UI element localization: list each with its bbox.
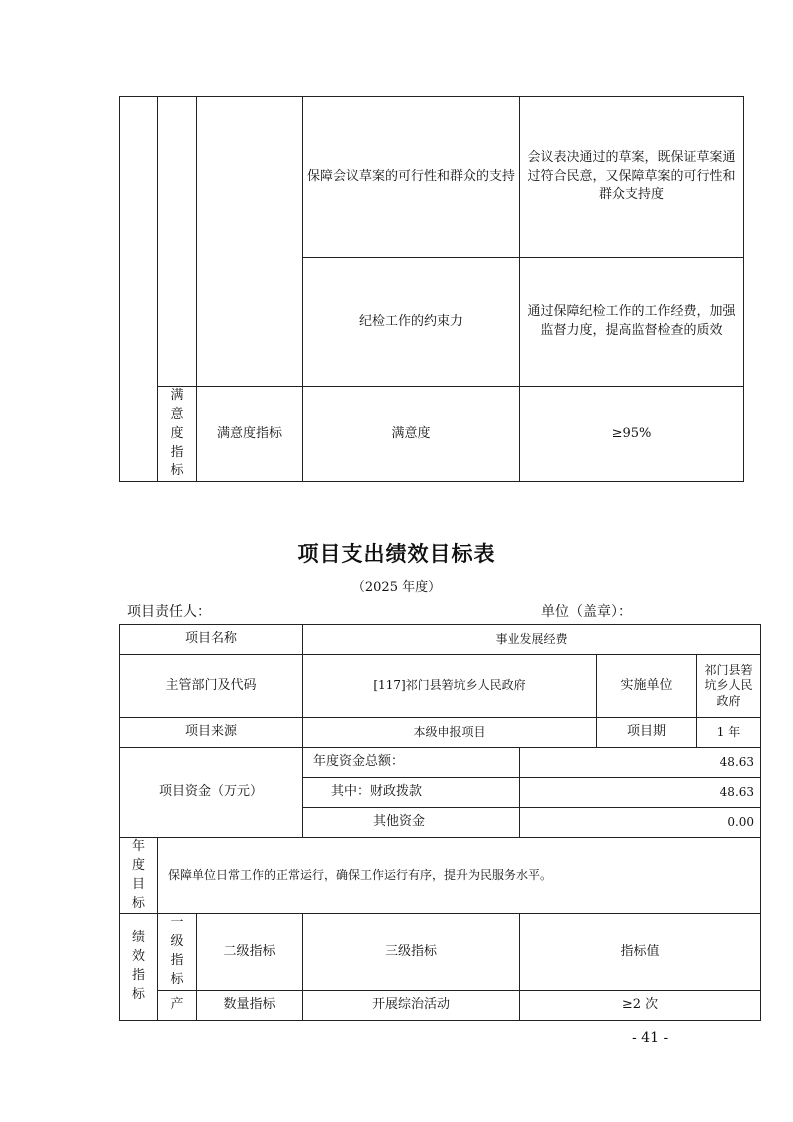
funds-other-value: 0.00 [520,808,761,838]
row-value: ≥2 次 [520,990,761,1020]
funds-total-label: 年度资金总额： [303,748,520,778]
page-number: - 41 - [632,1030,669,1046]
funds-other-label: 其他资金 [303,808,520,838]
level1-header: 一级指标 [158,914,197,990]
dept-label: 主管部门及代码 [120,655,303,718]
dept-value: [117]祁门县箬坑乡人民政府 [303,655,597,718]
top-row3-level1: 满意度指标 [158,387,197,482]
project-name-value: 事业发展经费 [303,625,761,655]
funds-fiscal-label: 其中：财政拨款 [303,778,520,808]
top-row2-level3: 纪检工作的约束力 [303,258,520,387]
responsible-label: 项目责任人： [127,604,211,620]
level2-header: 二级指标 [197,914,303,990]
top-row1-value: 会议表决通过的草案，既保证草案通过符合民意，又保障草案的可行性和群众支持度 [520,97,744,258]
perf-label: 绩效指标 [120,914,158,1020]
top-row3-level3: 满意度 [303,387,520,482]
top-row1-level3: 保障会议草案的可行性和群众的支持 [303,97,520,258]
top-col1-cell [120,97,158,482]
top-col3-cell [197,97,303,387]
funds-label: 项目资金（万元） [120,748,303,838]
funds-total-value: 48.63 [520,748,761,778]
impl-label: 实施单位 [597,655,697,718]
source-label: 项目来源 [120,718,303,748]
top-row2-value: 通过保障纪检工作的工作经费，加强监督力度，提高监督检查的质效 [520,258,744,387]
level3-header: 三级指标 [303,914,520,990]
document-title: 项目支出绩效目标表 [297,541,496,566]
period-label: 项目期 [597,718,697,748]
impl-value: 祁门县箬坑乡人民政府 [697,655,761,718]
performance-target-table [119,624,761,1021]
unit-label: 单位（盖章）： [541,604,632,620]
funds-fiscal-value: 48.63 [520,778,761,808]
annual-goal-label: 年度目标 [120,838,158,914]
source-value: 本级申报项目 [303,718,597,748]
project-name-label: 项目名称 [120,625,303,655]
value-header: 指标值 [520,914,761,990]
row-level1: 产 [158,990,197,1020]
annual-goal-value: 保障单位日常工作的正常运行，确保工作运行有序，提升为民服务水平。 [158,838,761,914]
top-row3-level2: 满意度指标 [197,387,303,482]
top-col2-cell [158,97,197,387]
row-level3: 开展综治活动 [303,990,520,1020]
document-year: （2025 年度） [351,580,442,595]
period-value: 1 年 [697,718,761,748]
top-indicator-table [119,96,744,482]
row-level2: 数量指标 [197,990,303,1020]
top-row3-value: ≥95% [520,387,744,482]
